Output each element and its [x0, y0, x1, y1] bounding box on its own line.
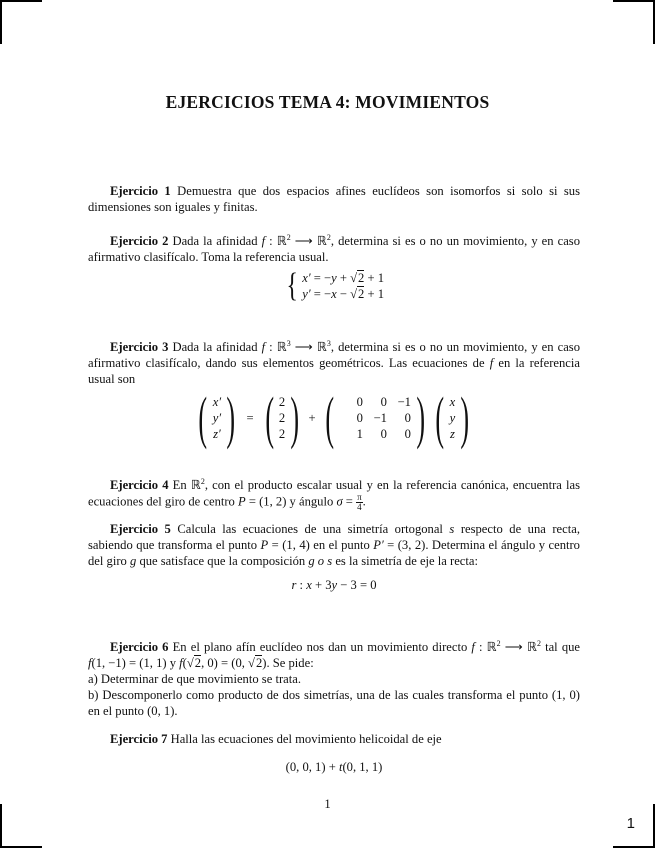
page-number: 1 — [324, 797, 331, 811]
exercise-label: Ejercicio 3 — [110, 340, 169, 355]
exercise-6: Ejercicio 6 En el plano afín euclídeo nos dan un movimiento directo f : ℝ$^2$ ⟶ ℝ$^2$ tal que f(1, −1) = (1, 1) y f(√2, 0) = (0, √2). Se pide: a) Determinar de que movimiento se trata. b) Descomponerlo como producto de dos simetrías, una de las cuales transforma el punto (1, 0) en el punto (0, 1). — [88, 639, 581, 719]
exercise-label: Ejercicio 1 — [110, 184, 171, 198]
formula-inline: f : ℝ$^2$ ⟶ ℝ$^2$ — [261, 233, 331, 249]
exercise-text: . Determina el ángulo y centro del giro — [88, 538, 580, 568]
equation-system: { x′ = −y + √2 + 1 y′ = −x − √2 + 1 — [286, 267, 385, 304]
exercise-text: En el plano afín euclídeo nos dan un movimiento directo — [172, 640, 468, 655]
exercise-text: que satisface que la composición — [139, 554, 306, 568]
exercise-text: en la referencia usual son — [88, 356, 580, 387]
exercise-2 — [88, 230, 580, 265]
exercise-text: , determina si es o no un movimiento, y en caso afirmativo clasifícalo. Toma la referencia usual. — [88, 234, 581, 265]
exercise-4: Ejercicio 4 En ℝ$^2$, con el producto escalar usual y en la referencia canónica, encuentra las ecuaciones del giro de centro P = (1, 2) y ángulo σ = $\frac{\pi}{4}$ . — [88, 477, 581, 513]
exercise-text: , determina si es o no un movimiento, y en caso afirmativo clasifícalo, dando sus elementos geométricos. Las ecuaciones de — [88, 340, 581, 371]
exercise-label: Ejercicio 6 — [110, 640, 169, 655]
exercise-text: en el punto — [313, 538, 370, 552]
exercise-item: b) Descomponerlo como producto de dos simetrías, una de las cuales transforma el punto (1, 0) en el punto (0, 1). — [88, 688, 580, 719]
exercise-text: Demuestra que dos espacios afines euclídeos son isomorfos si solo si sus dimensiones son iguales y finitas. — [88, 184, 580, 214]
exercise-text: . Se pide: — [266, 656, 314, 671]
exercise-text: y ángulo — [289, 494, 334, 509]
axis-equation: (0, 0, 1) + t(0, 1, 1) — [285, 760, 383, 774]
exercise-text: En — [172, 478, 187, 493]
exercise-label: Ejercicio 2 — [110, 234, 169, 249]
exercise-item: a) Determinar de que movimiento se trata. — [88, 672, 301, 687]
exercise-text: Halla las ecuaciones del movimiento helicoidal de eje — [170, 732, 442, 746]
exercise-text: y — [169, 656, 177, 671]
formula-inline: f : ℝ$^3$ ⟶ ℝ$^3$ — [261, 339, 331, 355]
exercise-label: Ejercicio 5 — [110, 522, 171, 536]
brace-symbol: { — [286, 267, 298, 304]
crop-mark-tr-h — [613, 0, 655, 2]
line-equation: r : x + 3y − 3 = 0 — [291, 578, 377, 592]
exercise-text: , con el producto escalar usual y en la referencia canónica, encuentra las ecuaciones del giro de centro — [88, 478, 581, 509]
crop-mark-tl-v — [0, 0, 2, 44]
crop-mark-tl-h — [0, 0, 42, 2]
exercise-7 — [88, 731, 580, 747]
exercise-text: tal que — [545, 640, 581, 655]
exercise-text: es la simetría de eje la recta: — [335, 554, 478, 568]
exercise-1 — [88, 183, 580, 215]
exercise-3: Ejercicio 3 Dada la afinidad f : ℝ$^3$ ⟶ ℝ$^3$, determina si es o no un movimiento, y en caso afirmativo clasifícalo, dando sus elementos geométricos. Las ecuaciones de f en la referencia usual son — [88, 339, 581, 387]
page-title: EJERCICIOS TEMA 4: MOVIMIENTOS — [165, 92, 490, 112]
exercise-label: Ejercicio 4 — [110, 478, 169, 493]
exercise-text: Dada la afinidad — [172, 340, 258, 355]
exercise-5: Ejercicio 5 Calcula las ecuaciones de una simetría ortogonal s respecto de una recta, sabiendo que transforma el punto P = (1, 4) en el punto P′ = (3, 2). Determina el ángulo y centro del giro g que satisface que la composición g o s es la simetría de eje la recta: — [88, 522, 580, 568]
exercise-text: respecto de una recta, sabiendo que transforma el punto — [88, 522, 580, 552]
matrix-equation: ( x′ y′ z′ ) = ( 2 2 2 ) + ( 0 0 −1 0 −1 0 1 0 0 ) ( x y z ) — [198, 385, 470, 450]
exercise-text: Dada la afinidad — [172, 234, 258, 249]
sheet-number: 1 — [626, 815, 635, 832]
exercise-text: Calcula las ecuaciones de una simetría ortogonal — [177, 522, 443, 536]
exercise-label: Ejercicio 7 — [110, 732, 168, 746]
